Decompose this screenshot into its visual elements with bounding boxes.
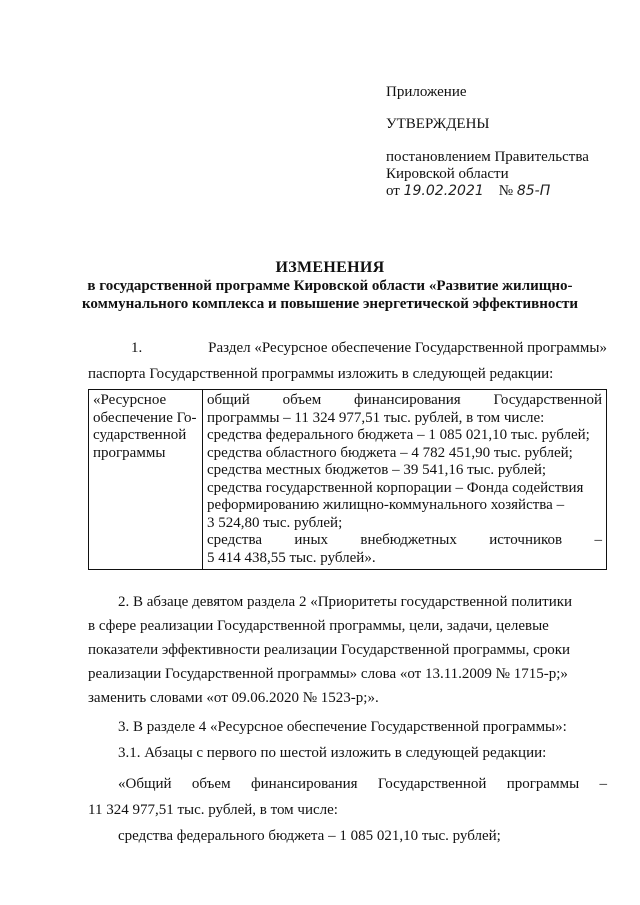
decree-line-1: постановлением Правительства (386, 149, 589, 165)
word: общий (207, 392, 250, 408)
table-row (89, 390, 607, 570)
handwritten-date: 19.02.2021 (403, 183, 484, 199)
right-line (207, 392, 602, 410)
item-2-line: 2. В абзаце девятом раздела 2 «Приоритеты государственной политики (118, 594, 573, 610)
right-line (207, 532, 602, 550)
left-line: «Ресурсное (93, 392, 167, 408)
word: средства (207, 532, 263, 548)
word: – (599, 776, 607, 792)
word: Государственной (377, 776, 487, 792)
item-1 (88, 339, 607, 384)
table-right-cell (203, 390, 607, 570)
approval-stamp (386, 84, 616, 200)
resource-table (88, 389, 607, 570)
item-1-text: Раздел «Ресурсное обеспечение Государственной программы» (208, 340, 607, 356)
item-3-1: 3.1. Абзацы с первого по шестой изложить в следующей редакции: (118, 745, 547, 761)
item-1-number: 1. (131, 340, 143, 356)
appendix-label: Приложение (386, 84, 467, 100)
title-line-2: коммунального комплекса и повышение энергетической эффективности (81, 296, 579, 312)
right-line: средства государственной корпорации – Фонда содействия (207, 479, 584, 496)
from-prefix: от (386, 183, 400, 199)
item-1-line-1 (88, 339, 607, 358)
left-line: обеспечение Го- (93, 409, 197, 426)
left-line: программы (93, 444, 166, 461)
right-line: программы – 11 324 977,51 тыс. рублей, в том числе: (207, 409, 545, 426)
table-left-cell (89, 390, 203, 570)
item-2-line: показатели эффективности реализации Государственной программы, сроки (88, 642, 571, 658)
item-1-line-2: паспорта Государственной программы изложить в следующей редакции: (88, 366, 554, 382)
decree-date-row (386, 183, 616, 200)
word: программы (506, 776, 580, 792)
word: внебюджетных (360, 532, 457, 548)
right-line: реформированию жилищно-коммунального хозяйства – (207, 497, 565, 513)
item-3: 3. В разделе 4 «Ресурсное обеспечение Государственной программы»: (118, 719, 567, 735)
word: финансирования (354, 392, 461, 408)
word: источников (489, 532, 563, 548)
document-title (60, 259, 600, 313)
left-line: сударственной (93, 427, 187, 443)
word: объем (282, 392, 322, 408)
word: «Общий (118, 776, 172, 792)
approved-label: УТВЕРЖДЕНЫ (386, 116, 490, 132)
decree-line-2: Кировской области (386, 166, 509, 182)
item-2-line: в сфере реализации Государственной программы, цели, задачи, целевые (88, 618, 549, 634)
quote-line-1 (88, 771, 607, 797)
right-line: 3 524,80 тыс. рублей; (207, 514, 343, 531)
word: объем (191, 776, 231, 792)
quote-block (88, 771, 607, 849)
word: финансирования (250, 776, 358, 792)
right-line: 5 414 438,55 тыс. рублей». (207, 549, 376, 566)
title-line-1: в государственной программе Кировской области «Развитие жилищно- (87, 278, 573, 294)
word: Государственной (493, 392, 602, 408)
item-2-line: реализации Государственной программы» слова «от 13.11.2009 № 1715-р;» (88, 666, 568, 682)
word: иных (294, 532, 329, 548)
title-heading: ИЗМЕНЕНИЯ (275, 259, 385, 276)
handwritten-number: 85-П (516, 183, 551, 199)
number-prefix: № (498, 183, 514, 199)
word: – (594, 532, 602, 548)
quote-line-3: средства федерального бюджета – 1 085 021,10 тыс. рублей; (118, 828, 501, 844)
right-line: средства областного бюджета – 4 782 451,90 тыс. рублей; (207, 444, 573, 461)
right-line: средства федерального бюджета – 1 085 021,10 тыс. рублей; (207, 427, 590, 443)
quote-line-2: 11 324 977,51 тыс. рублей, в том числе: (88, 802, 338, 818)
item-2-line: заменить словами «от 09.06.2020 № 1523-р;». (88, 690, 379, 706)
item-2 (88, 590, 607, 710)
right-line: средства местных бюджетов – 39 541,16 тыс. рублей; (207, 462, 547, 478)
